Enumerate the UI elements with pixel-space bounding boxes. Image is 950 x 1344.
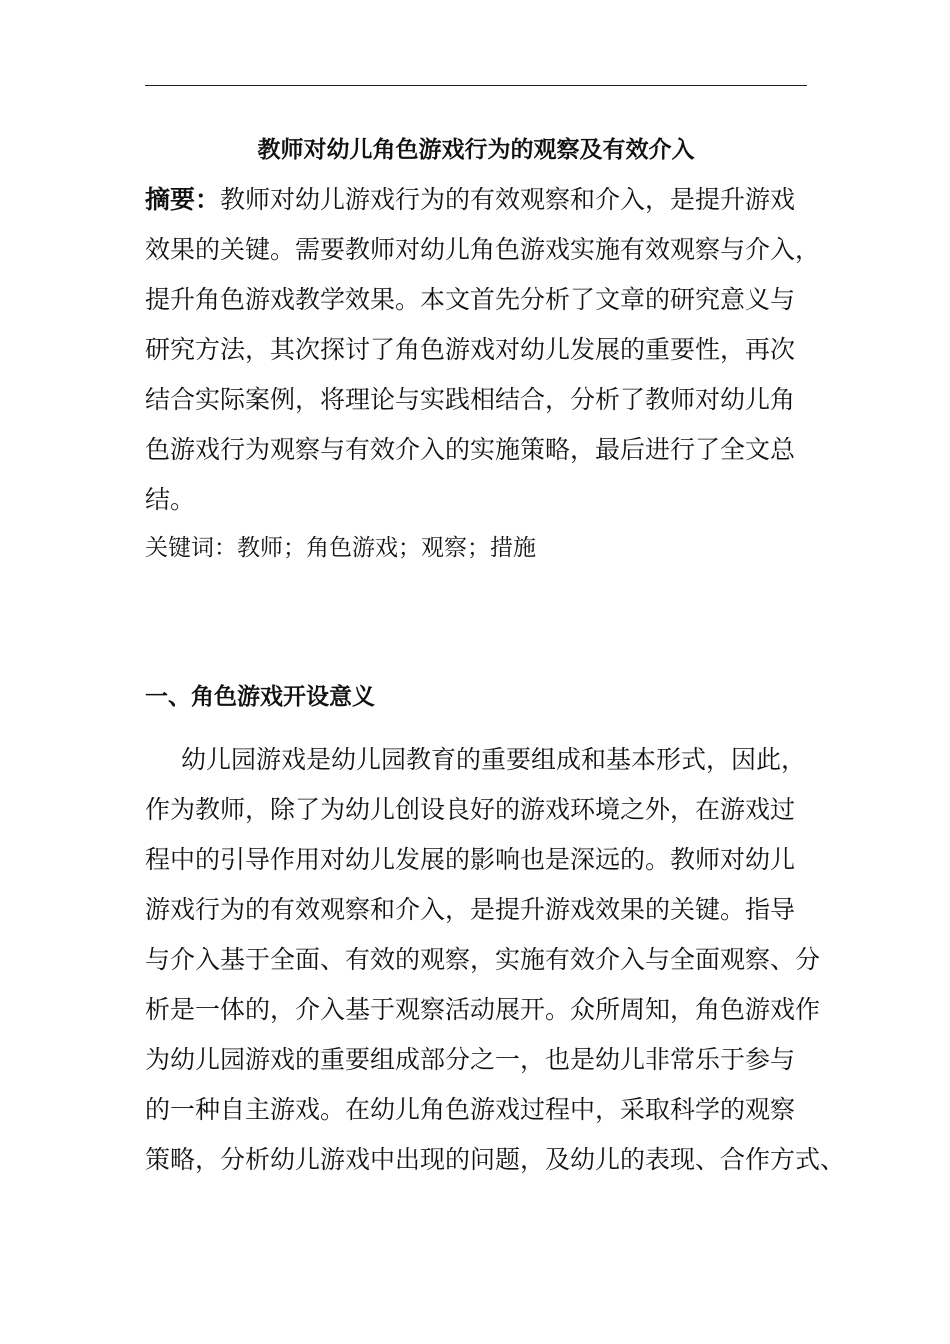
abstract-line: 效果的关键。需要教师对幼儿角色游戏实施有效观察与介入， xyxy=(145,235,821,264)
abstract-line: 结。 xyxy=(145,485,196,514)
keywords-text: 教师；角色游戏；观察；措施 xyxy=(237,535,536,561)
abstract-label: 摘要： xyxy=(145,185,221,214)
paragraph-line: 程中的引导作用对幼儿发展的影响也是深远的。教师对幼儿 xyxy=(145,845,796,874)
abstract-line: 提升角色游戏教学效果。本文首先分析了文章的研究意义与 xyxy=(145,285,796,314)
abstract-line: 色游戏行为观察与有效介入的实施策略，最后进行了全文总 xyxy=(145,435,796,464)
abstract-line: 结合实际案例，将理论与实践相结合，分析了教师对幼儿角 xyxy=(145,385,796,414)
keywords-label: 关键词： xyxy=(145,535,237,561)
paragraph-line: 游戏行为的有效观察和介入，是提升游戏效果的关键。指导 xyxy=(145,895,796,924)
paragraph-line: 的一种自主游戏。在幼儿角色游戏过程中，采取科学的观察 xyxy=(145,1095,796,1124)
header-rule xyxy=(145,85,807,86)
keywords-line xyxy=(145,525,807,571)
body-paragraph xyxy=(145,735,846,1185)
abstract-section xyxy=(145,175,825,525)
paragraph-line: 幼儿园游戏是幼儿园教育的重要组成和基本形式，因此， xyxy=(181,745,807,774)
paragraph-line: 策略，分析幼儿游戏中出现的问题，及幼儿的表现、合作方式、 xyxy=(145,1145,846,1174)
paragraph-line: 作为教师，除了为幼儿创设良好的游戏环境之外，在游戏过 xyxy=(145,795,796,824)
abstract-line: 研究方法，其次探讨了角色游戏对幼儿发展的重要性，再次 xyxy=(145,335,796,364)
abstract-line xyxy=(145,175,825,225)
paragraph-line: 为幼儿园游戏的重要组成部分之一，也是幼儿非常乐于参与 xyxy=(145,1045,796,1074)
abstract-text: 教师对幼儿游戏行为的有效观察和介入，是提升游戏 xyxy=(220,185,796,214)
paragraph-line: 析是一体的，介入基于观察活动展开。众所周知，角色游戏作 xyxy=(145,995,821,1024)
document-title: 教师对幼儿角色游戏行为的观察及有效介入 xyxy=(257,137,695,163)
paragraph-line: 与介入基于全面、有效的观察，实施有效介入与全面观察、分 xyxy=(145,945,821,974)
section-heading: 一、角色游戏开设意义 xyxy=(145,684,375,710)
